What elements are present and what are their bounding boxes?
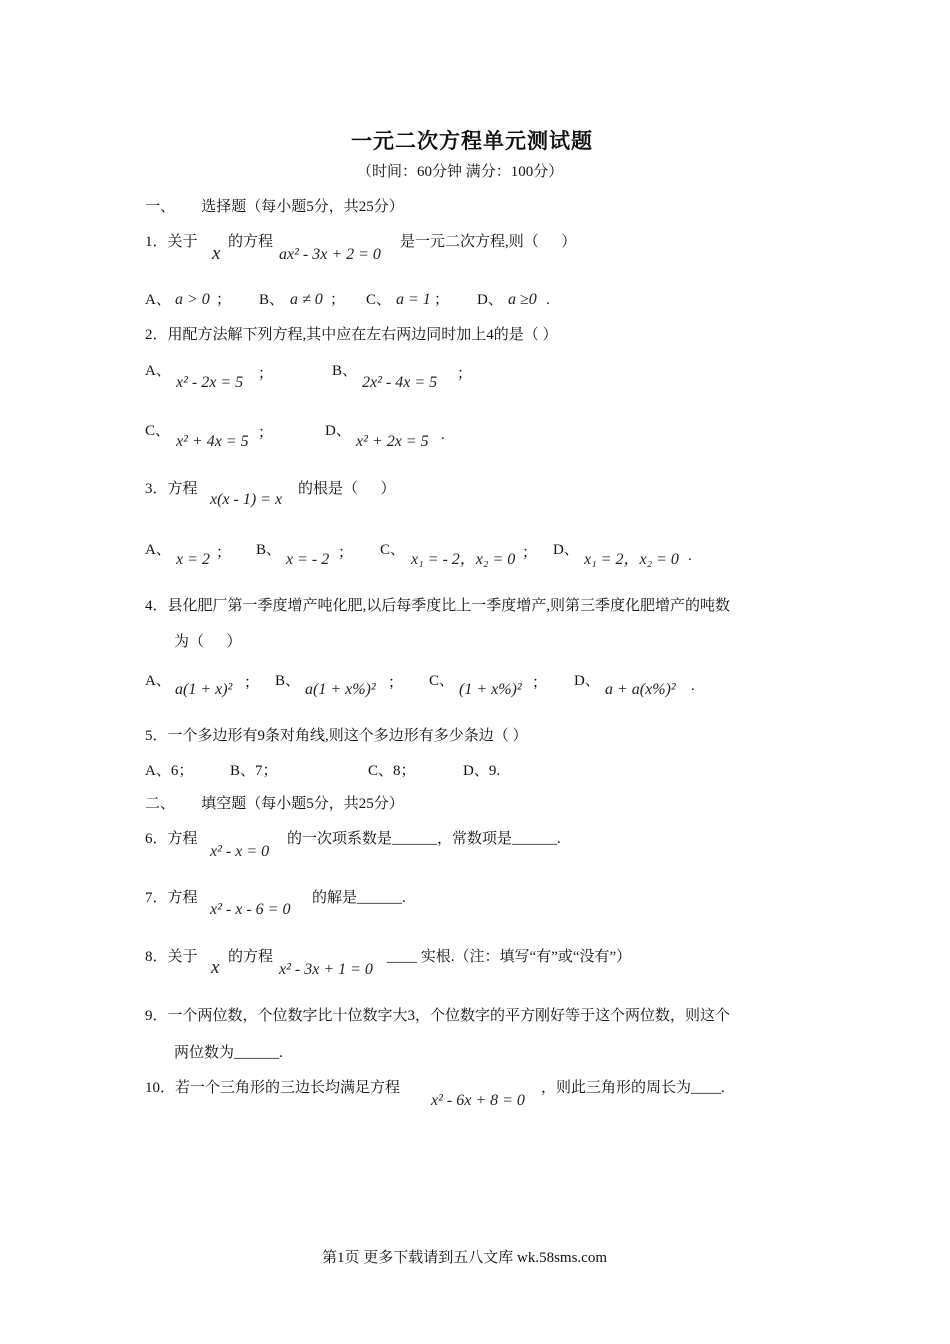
q5-opt-b: B、7；: [230, 763, 278, 779]
q3-text-b: 的根是（ ）: [298, 481, 396, 497]
q4-opt-c: (1 + x%)²: [459, 681, 522, 698]
page-footer: 第1页 更多下载请到五八文库 wk.58sms.com: [322, 1250, 608, 1266]
q3-opt-d-sep: .: [688, 548, 692, 564]
q1-text-c: 是一元二次方程,则（ ）: [400, 234, 577, 250]
q8-text-a: 8．关于: [145, 949, 198, 965]
q3-opt-a-sep: ；: [216, 545, 232, 561]
q3-opt-b-sep: ；: [338, 545, 354, 561]
q10-text-a: 10．若一个三角形的三边长均满足方程: [145, 1080, 401, 1096]
q4-opt-d: a + a(x%)²: [605, 681, 676, 698]
q6-text-a: 6．方程: [145, 831, 198, 847]
section-heading-choice: 一、 选择题（每小题5分，共25分）: [145, 199, 404, 215]
q8-text-c: ____ 实根.（注：填写“有”或“没有”）: [387, 949, 632, 965]
q2-opt-d-sep: .: [441, 427, 445, 443]
q4-opt-a-label: A、: [145, 673, 171, 689]
q1-opt-a-label: A、: [145, 292, 171, 308]
q3-opt-c-sep: ；: [522, 545, 538, 561]
q1-equation: ax² - 3x + 2 = 0: [279, 246, 381, 263]
question-4-line-2: 为（ ）: [174, 634, 242, 650]
q2-opt-b-label: B、: [332, 363, 358, 379]
q6-equation: x² - x = 0: [210, 843, 270, 860]
q3-equation: x(x - 1) = x: [210, 491, 283, 508]
section-heading-fill: 二、 填空题（每小题5分，共25分）: [145, 796, 404, 812]
q4-opt-c-label: C、: [429, 673, 455, 689]
q10-equation: x² - 6x + 8 = 0: [431, 1092, 525, 1109]
q1-text-b: 的方程: [228, 234, 274, 250]
q2-opt-d: x² + 2x = 5: [356, 433, 429, 450]
q3-opt-c-label: C、: [380, 542, 406, 558]
q1-opt-b-sep: ；: [330, 292, 346, 308]
q8-equation: x² - 3x + 1 = 0: [279, 961, 373, 978]
q5-opt-c: C、8；: [368, 763, 416, 779]
q10-text-b: ，则此三角形的周长为____.: [541, 1080, 725, 1096]
q1-opt-d-label: D、: [477, 292, 503, 308]
q7-equation: x² - x - 6 = 0: [210, 901, 291, 918]
question-5: 5．一个多边形有9条对角线,则这个多边形有多少条边（ ）: [145, 728, 528, 744]
page-title: 一元二次方程单元测试题: [351, 129, 593, 153]
q5-opt-d: D、9.: [463, 763, 501, 779]
q4-opt-a-sep: ；: [244, 675, 260, 691]
q4-opt-b-sep: ；: [388, 675, 404, 691]
q1-opt-d: a ≥0: [508, 291, 537, 308]
q2-opt-a: x² - 2x = 5: [176, 374, 244, 391]
q1-opt-c: a = 1: [396, 291, 431, 308]
q1-opt-c-sep: ；: [434, 292, 450, 308]
question-2: 2．用配方法解下列方程,其中应在左右两边同时加上4的是（ ）: [145, 327, 558, 343]
q5-opt-a: A、6；: [145, 763, 194, 779]
q8-var: x: [211, 957, 220, 978]
q1-text-a: 1．关于: [145, 234, 198, 250]
q2-opt-c-sep: ；: [258, 425, 274, 441]
q4-opt-a: a(1 + x)²: [175, 681, 233, 698]
q4-opt-d-sep: .: [691, 678, 695, 694]
question-9-line-1: 9．一个两位数，个位数字比十位数字大3，个位数字的平方刚好等于这个两位数，则这个: [145, 1008, 731, 1024]
page-subtitle: （时间：60分钟 满分：100分）: [357, 164, 564, 180]
q1-opt-b: a ≠ 0: [290, 291, 323, 308]
q2-opt-d-label: D、: [325, 423, 351, 439]
q3-opt-d-label: D、: [553, 542, 579, 558]
q1-opt-a-sep: ；: [216, 292, 232, 308]
q2-opt-c-label: C、: [145, 423, 171, 439]
q6-text-b: 的一次项系数是______，常数项是______.: [287, 831, 561, 847]
q2-opt-b-sep: ；: [457, 366, 473, 382]
q1-var: x: [212, 243, 221, 264]
q4-opt-d-label: D、: [574, 673, 600, 689]
q3-opt-b: x = - 2: [286, 551, 330, 568]
q4-opt-c-sep: ；: [532, 675, 548, 691]
q7-text-a: 7．方程: [145, 890, 198, 906]
q2-opt-a-label: A、: [145, 363, 171, 379]
q7-text-b: 的解是______.: [312, 890, 406, 906]
q8-text-b: 的方程: [228, 949, 274, 965]
q2-opt-c: x² + 4x = 5: [176, 433, 249, 450]
q3-opt-d: x₁ = 2，x₂ = 0: [584, 551, 679, 568]
q1-opt-d-sep: .: [546, 292, 550, 308]
q4-opt-b-label: B、: [275, 673, 301, 689]
q1-opt-c-label: C、: [366, 292, 392, 308]
q4-opt-b: a(1 + x%)²: [305, 681, 376, 698]
q2-opt-a-sep: ；: [258, 366, 274, 382]
q3-opt-c: x₁ = - 2，x₂ = 0: [411, 551, 516, 568]
q2-opt-b: 2x² - 4x = 5: [362, 374, 438, 391]
q3-opt-b-label: B、: [256, 542, 282, 558]
q1-opt-b-label: B、: [259, 292, 285, 308]
question-9-line-2: 两位数为______.: [174, 1045, 283, 1061]
q3-text-a: 3．方程: [145, 481, 198, 497]
question-4-line-1: 4．县化肥厂第一季度增产吨化肥,以后每季度比上一季度增产,则第三季度化肥增产的吨数: [145, 598, 731, 614]
q3-opt-a-label: A、: [145, 542, 171, 558]
q3-opt-a: x = 2: [176, 551, 210, 568]
q1-opt-a: a > 0: [175, 291, 210, 308]
